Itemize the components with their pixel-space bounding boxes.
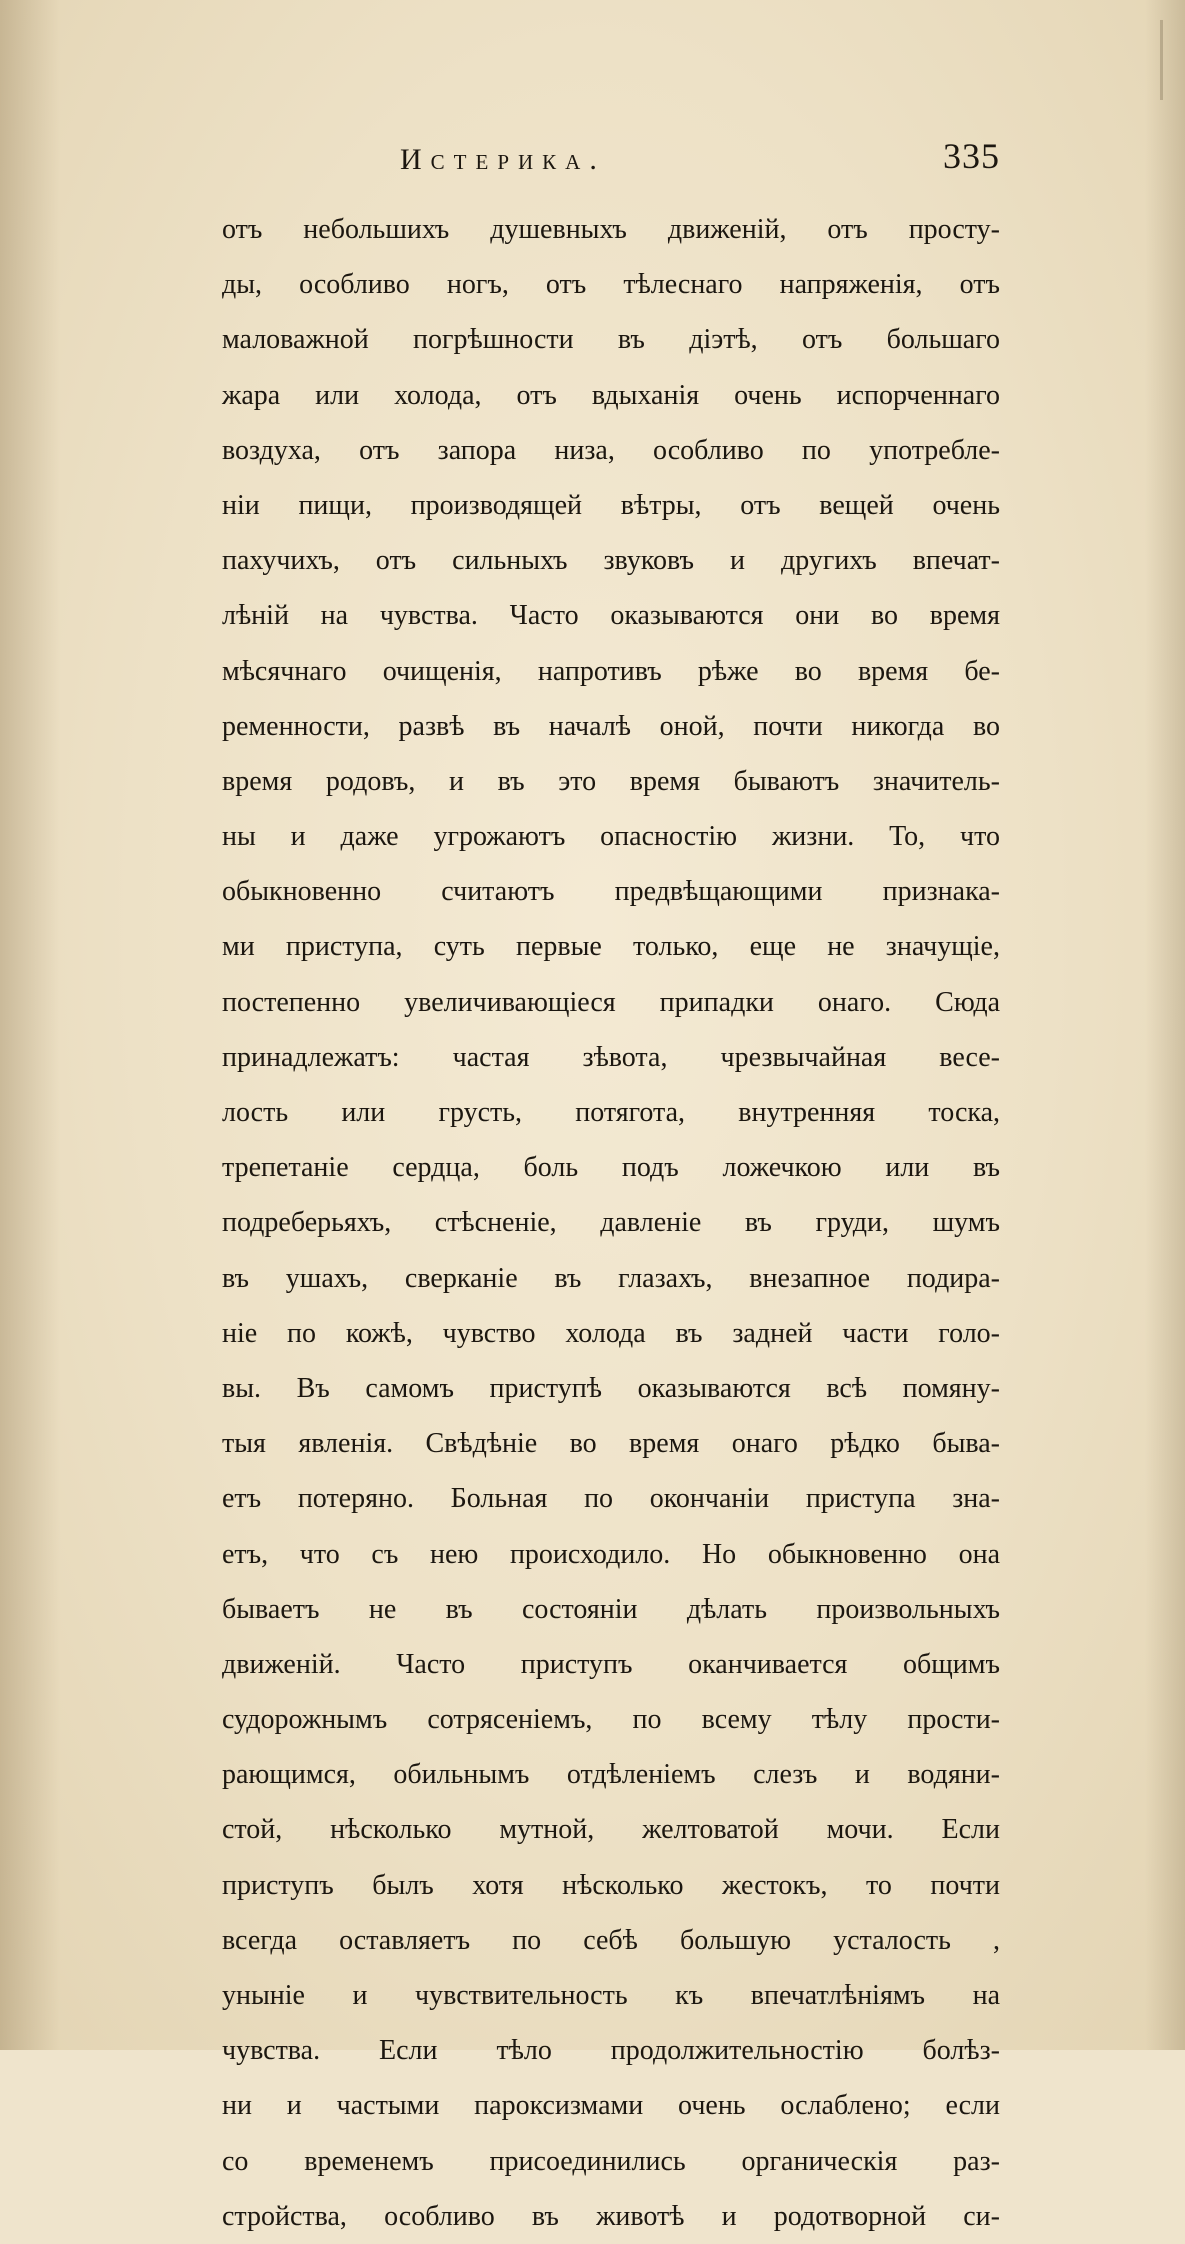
running-title: Истерика. bbox=[400, 143, 606, 176]
text-line: мѣсячнаго очищенiя, напротивъ рѣже во время бе- bbox=[222, 655, 1000, 687]
text-line: приступъ былъ хотя нѣсколько жестокъ, то почти bbox=[222, 1869, 1000, 1901]
text-line: унынiе и чувствительность къ впечатлѣнiямъ на bbox=[222, 1980, 1000, 2011]
text-line: ми приступа, суть первые только, еще не значущiе, bbox=[222, 931, 1000, 963]
text-line: трепетанiе сердца, боль подъ ложечкою или въ bbox=[222, 1152, 1000, 1184]
text-line: движенiй. Часто приступъ оканчивается общимъ bbox=[222, 1648, 1000, 1680]
text-line: обыкновенно считаютъ предвѣщающими признака- bbox=[222, 876, 1000, 908]
text-line: время родовъ, и въ это время бываютъ значитель- bbox=[222, 765, 1000, 797]
text-line: ды, особливо ногъ, отъ тѣлеснаго напряженiя, отъ bbox=[222, 269, 1000, 301]
text-line: подреберьяхъ, стѣсненiе, давленiе въ груди, шумъ bbox=[222, 1207, 1000, 1239]
text-line: маловажной погрѣшности въ дiэтѣ, отъ большаго bbox=[222, 324, 1000, 356]
text-line: ны и даже угрожаютъ опасностiю жизни. То, что bbox=[222, 821, 1000, 853]
text-line: ременности, развѣ въ началѣ оной, почти никогда во bbox=[222, 710, 1000, 742]
text-line: жара или холода, отъ вдыханiя очень испорченнаго bbox=[222, 379, 1000, 411]
text-line: бываетъ не въ состоянiи дѣлать произвольныхъ bbox=[222, 1593, 1000, 1625]
text-line: етъ, что съ нею происходило. Но обыкновенно она bbox=[222, 1538, 1000, 1570]
text-line: лѣнiй на чувства. Часто оказываются они во время bbox=[222, 600, 1000, 632]
text-line: вы. Въ самомъ приступѣ оказываются всѣ помяну- bbox=[222, 1372, 1000, 1404]
text-line: отъ небольшихъ душевныхъ движенiй, отъ просту- bbox=[222, 214, 1000, 245]
text-line: тыя явленiя. Свѣдѣнiе во время онаго рѣдко быва- bbox=[222, 1428, 1000, 1460]
text-line: етъ потеряно. Больная по окончанiи приступа зна- bbox=[222, 1483, 1000, 1515]
text-line: нiе по кожѣ, чувство холода въ задней части голо- bbox=[222, 1317, 1000, 1349]
page-header bbox=[220, 135, 1000, 185]
page-edge-mark bbox=[1160, 20, 1163, 100]
text-line: принадлежатъ: частая зѣвота, чрезвычайная весе- bbox=[222, 1041, 1000, 1073]
text-line: всегда оставляетъ по себѣ большую усталость , bbox=[222, 1924, 1000, 1956]
text-line: рающимся, обильнымъ отдѣленiемъ слезъ и водяни- bbox=[222, 1759, 1000, 1791]
text-line: нiи пищи, производящей вѣтры, отъ вещей очень bbox=[222, 489, 1000, 521]
text-line: воздуха, отъ запора низа, особливо по употребле- bbox=[222, 434, 1000, 466]
text-line: стройства, особливо въ животѣ и родотворной си- bbox=[222, 2200, 1000, 2232]
text-line: со временемъ присоединились органическiя раз- bbox=[222, 2145, 1000, 2177]
text-line: судорожнымъ сотрясенiемъ, по всему тѣлу прости- bbox=[222, 1704, 1000, 1736]
text-line: лость или грусть, потягота, внутренняя тоска, bbox=[222, 1097, 1000, 1128]
text-line: чувства. Если тѣло продолжительностiю болѣз- bbox=[222, 2035, 1000, 2067]
text-line: стой, нѣсколько мутной, желтоватой мочи. Если bbox=[222, 1814, 1000, 1846]
text-line: въ ушахъ, сверканiе въ глазахъ, внезапное подира- bbox=[222, 1262, 1000, 1294]
body-text bbox=[222, 202, 1000, 2244]
page-number: 335 bbox=[943, 136, 1000, 176]
text-line: постепенно увеличивающiеся припадки онаго. Сюда bbox=[222, 986, 1000, 1018]
text-line: ни и частыми пароксизмами очень ослаблено; если bbox=[222, 2090, 1000, 2122]
text-line: пахучихъ, отъ сильныхъ звуковъ и другихъ впечат- bbox=[222, 545, 1000, 577]
